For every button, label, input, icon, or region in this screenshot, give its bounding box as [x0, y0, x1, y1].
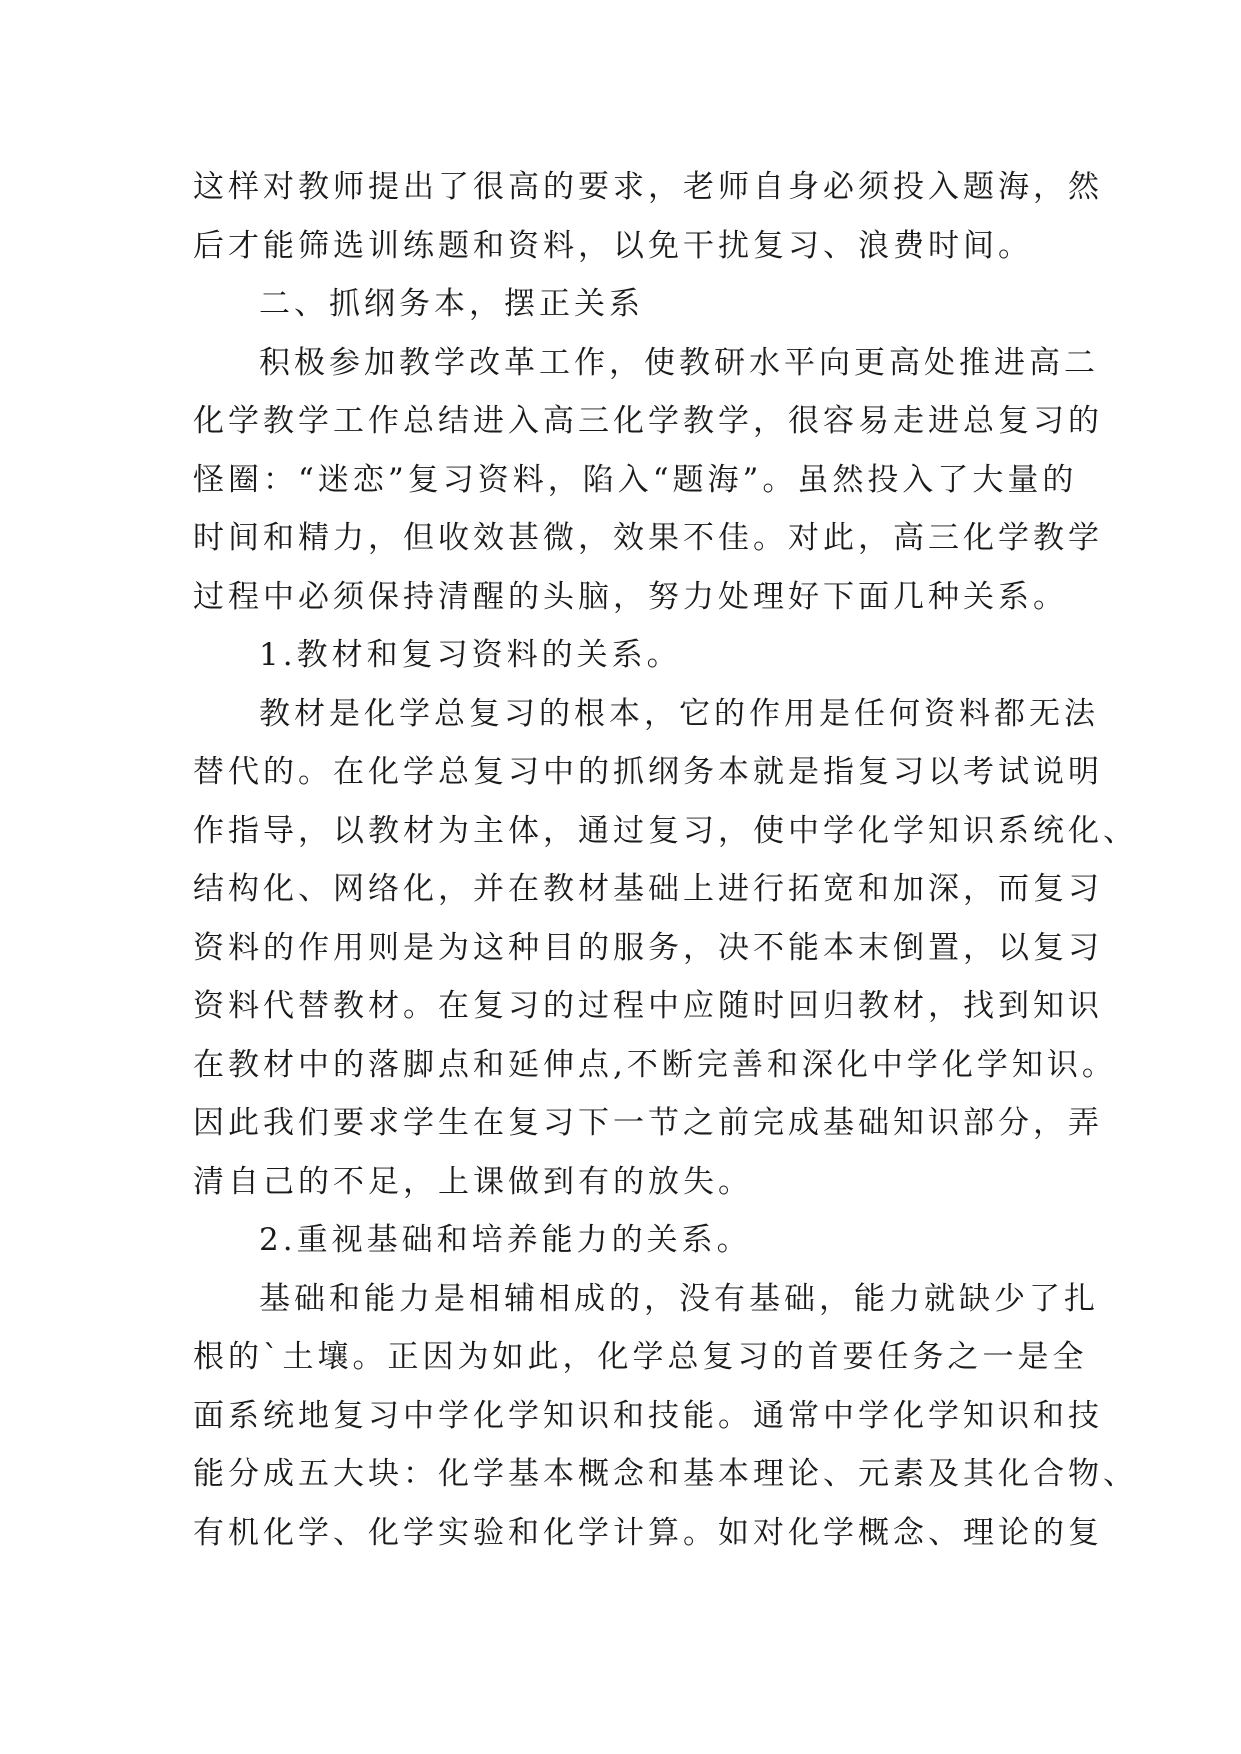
- text-line: 时间和精力，但收效甚微，效果不佳。对此，高三化学教学: [193, 520, 1103, 556]
- text-line: 替代的。在化学总复习中的抓纲务本就是指复习以考试说明: [193, 754, 1103, 790]
- text-line: 这样对教师提出了很高的要求，老师自身必须投入题海，然: [193, 169, 1103, 205]
- text-line: 资料代替教材。在复习的过程中应随时回归教材，找到知识: [193, 988, 1103, 1024]
- text-line: 怪圈：“迷恋”复习资料，陷入“题海”。虽然投入了大量的: [193, 461, 1078, 498]
- document-body: [193, 158, 1138, 1562]
- text-line: 积极参加教学改革工作，使教研水平向更高处推进高二: [259, 344, 1099, 381]
- text-line: 能分成五大块：化学基本概念和基本理论、元素及其化合物、: [193, 1456, 1138, 1492]
- text-line: 根的`土壤。正因为如此，化学总复习的首要任务之一是全: [193, 1339, 1088, 1375]
- subsection-heading: 1.教材和复习资料的关系。: [259, 637, 682, 673]
- text-line: 有机化学、化学实验和化学计算。如对化学概念、理论的复: [193, 1514, 1103, 1551]
- text-line: 结构化、网络化，并在教材基础上进行拓宽和加深，而复习: [193, 871, 1103, 907]
- section-heading: 二、抓纲务本，摆正关系: [259, 286, 644, 322]
- text-line: 化学教学工作总结进入高三化学教学，很容易走进总复习的: [193, 403, 1103, 439]
- text-line: 教材是化学总复习的根本，它的作用是任何资料都无法: [259, 695, 1099, 732]
- text-line: 因此我们要求学生在复习下一节之前完成基础知识部分，弄: [193, 1105, 1103, 1141]
- text-line: 后才能筛选训练题和资料，以免干扰复习、浪费时间。: [193, 227, 1033, 264]
- text-line: 面系统地复习中学化学知识和技能。通常中学化学知识和技: [193, 1397, 1103, 1434]
- text-line: 过程中必须保持清醒的头脑，努力处理好下面几种关系。: [193, 578, 1068, 615]
- text-line: 基础和能力是相辅相成的，没有基础，能力就缺少了扎: [259, 1280, 1099, 1317]
- subsection-heading: 2.重视基础和培养能力的关系。: [259, 1222, 752, 1258]
- text-line: 清自己的不足，上课做到有的放失。: [193, 1163, 753, 1200]
- text-line: 作指导，以教材为主体，通过复习，使中学化学知识系统化、: [193, 812, 1138, 849]
- text-line: 在教材中的落脚点和延伸点,不断完善和深化中学化学知识。: [193, 1046, 1117, 1083]
- text-line: 资料的作用则是为这种目的服务，决不能本末倒置，以复习: [193, 929, 1103, 966]
